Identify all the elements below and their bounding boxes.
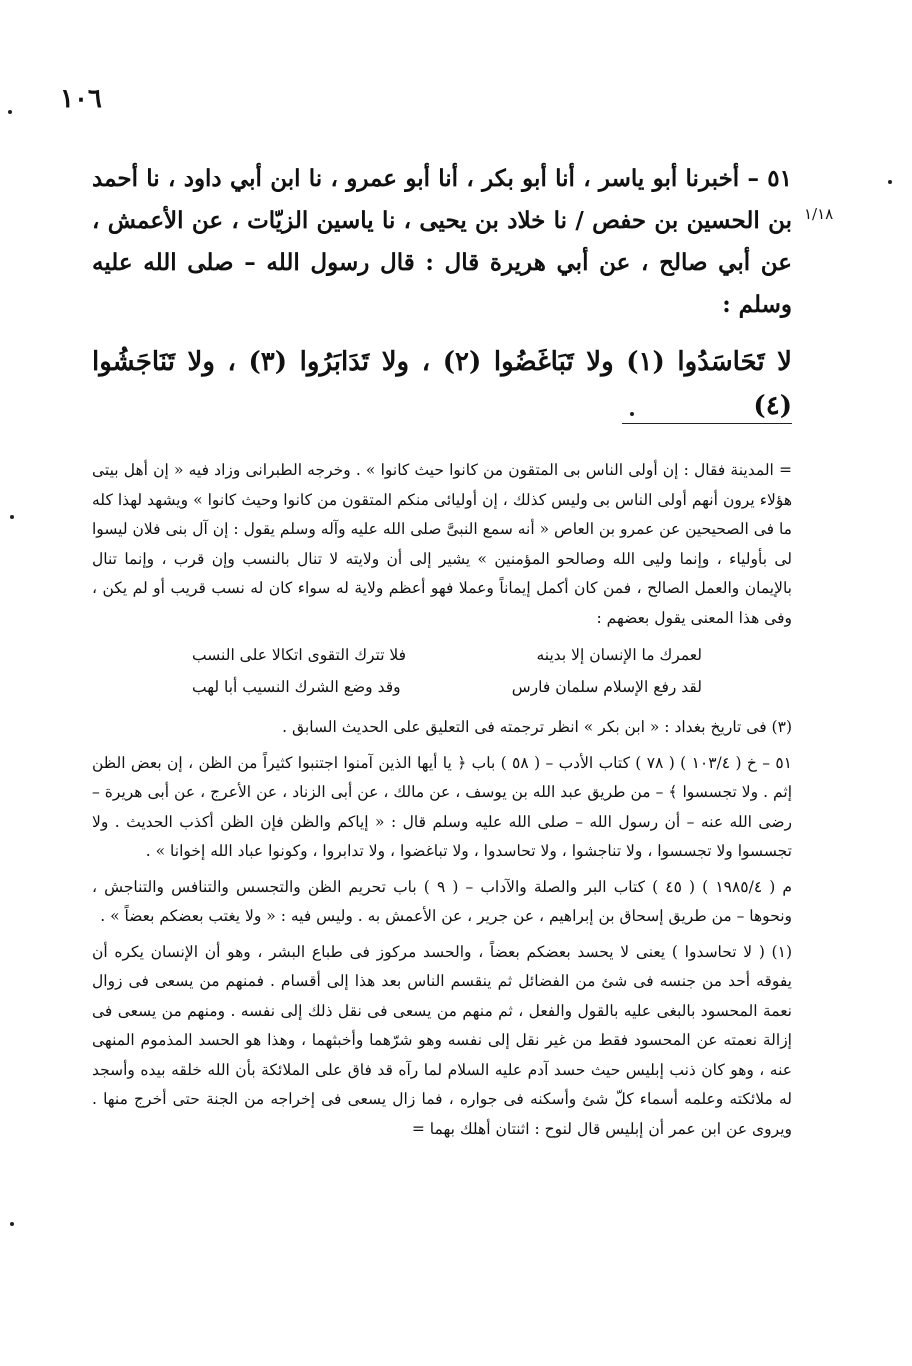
scan-speck [888, 180, 892, 184]
footnote-separator [622, 423, 792, 424]
hadith-text: لا تَحَاسَدُوا (١) ولا تَبَاغَضُوا (٢) ، ولا تَدَابَرُوا (٣) ، ولا تَنَاجَشُوا (٤) [92, 347, 792, 421]
isnad-line-4: وسلم : [722, 291, 792, 318]
takhrij-muslim: م ( ١٩٨٥/٤ ) ( ٤٥ ) كتاب البر والصلة والآداب – ( ٩ ) باب تحريم الظن والتجسس والتنافس والتناجش ، ونحوها – من طريق إسحاق بن إبراهيم ، عن جرير ، عن الأعمش به . وليس فيه : « ولا يغتب بعضكم بعضاً » . [92, 877, 793, 925]
footnote-3: (٣) فى تاريخ بغداد : « ابن بكر » انظر ترجمته فى التعليق على الحديث السابق . [282, 718, 792, 736]
hadith-number: ٥١ [767, 165, 792, 192]
isnad-line-2: نا أحمد بن الحسين بن حفص / نا خلاد بن يحيى ، نا ياسين الزيّات ، عن [92, 165, 792, 234]
scan-speck [8, 110, 12, 114]
footnote-continuation: = المدينة فقال : إن أولى الناس بى المتقون من كانوا حيث كانوا » . وخرجه الطبرانى وزاد فيه « إن أهل بيتى هؤلاء يرون أنهم أولى الناس بى وليس كذلك ، إن أوليائى منكم المتقون من كانوا وحيث كانوا » ويشهد لهذا كله ما فى الصحيحين عن عمرو بن العاص « أنه سمع النبىَّ صلى الله عليه وآله وسلم يقول : إن آل بنى فلان ليسوا لى بأولياء ، وإنما وليى الله وصالحو المؤمنين » يشير إلى أن ولايته لا تنال بالنسب وإن قرب ، وإنما تنال بالإيمان والعمل الصالح ، فمن كان أكمل إيماناً وعملا فهو أعظم ولاية له سواء كان له نسب قريب أو لم يكن ، وفى هذا المعنى يقول بعضهم : [92, 461, 792, 627]
scan-speck [10, 1222, 14, 1226]
isnad-line-3: الأعمش ، عن أبي صالح ، عن أبي هريرة قال : قال رسول الله – صلى الله عليه [92, 207, 792, 276]
scan-speck [630, 412, 634, 416]
verse-hemistich-right: لقد رفع الإسلام سلمان فارس [511, 678, 702, 696]
verse-hemistich-right: لعمرك ما الإنسان إلا بدينه [536, 646, 702, 664]
takhrij-bukhari: ٥١ – خ ( ١٠٣/٤ ) ( ٧٨ ) كتاب الأدب – ( ٥٨ ) باب ﴿ يا أيها الذين آمنوا اجتنبوا كثيراً من الظن ، إن بعض الظن إثم . ولا تجسسوا ﴾ – من طريق عبد الله بن يوسف ، عن مالك ، عن أبى الزناد ، عن الأعرج ، عن أبى هريرة – رضى الله عنه – أن رسول الله – صلى الله عليه وسلم قال : « إياكم والظن فإن الظن أكذب الحديث . ولا تجسسوا ولا تجسسوا ، ولا تناجشوا ، ولا تحاسدوا ، ولا تباغضوا ، ولا تدابروا ، وكونوا عباد الله إخوانا » . [92, 753, 792, 860]
footnotes [92, 456, 792, 1150]
verse-line [92, 671, 792, 703]
page-number: ١٠٦ [60, 84, 102, 114]
footnote-1: (١) ( لا تحاسدوا ) يعنى لا يحسد بعضكم بعضاً ، والحسد مركوز فى طباع البشر ، وهو أن الإنسان يكره أن يفوقه أحد من جنسه فى شئ من الفضائل ثم ينقسم الناس بعد هذا إلى أقسام . فمنهم من يسعى فى زوال نعمة المحسود بالبغى عليه بالقول والفعل ، ثم منهم من يسعى فى نقل ذلك إلى نفسه . ومنهم من يسعى فى إزالة نعمته عن المحسود فقط من غير نقل إلى نفسه وهو شرّهما وأخبثهما ، وهذا هو الحسد المذموم المنهى عنه ، وهو كان ذنب إبليس حيث حسد آدم عليه السلام لما رآه قد فاق على الملائكة بأن الله خلقه بيده وأسجد له ملائكته وعلمه أسماء كلّ شئ وأسكنه فى جواره ، فما زال يسعى فى إخراجه من الجنة حتى أخرج منها . ويروى عن ابن عمر أن إبليس قال لنوح : اثنتان أهلك بهما = [92, 942, 792, 1138]
verse-hemistich-left: وقد وضع الشرك النسيب أبا لهب [192, 678, 401, 696]
isnad-line-1: – أخبرنا أبو ياسر ، أنا أبو بكر ، أنا أبو عمرو ، نا ابن أبي داود ، [167, 165, 759, 192]
verse-line [92, 639, 792, 671]
margin-reference: ١/١٨ [804, 205, 834, 223]
scan-speck [10, 515, 14, 519]
poetry-verses [92, 639, 792, 703]
verse-hemistich-left: فلا تترك التقوى اتكالا على النسب [192, 646, 407, 664]
hadith-isnad [92, 158, 792, 326]
